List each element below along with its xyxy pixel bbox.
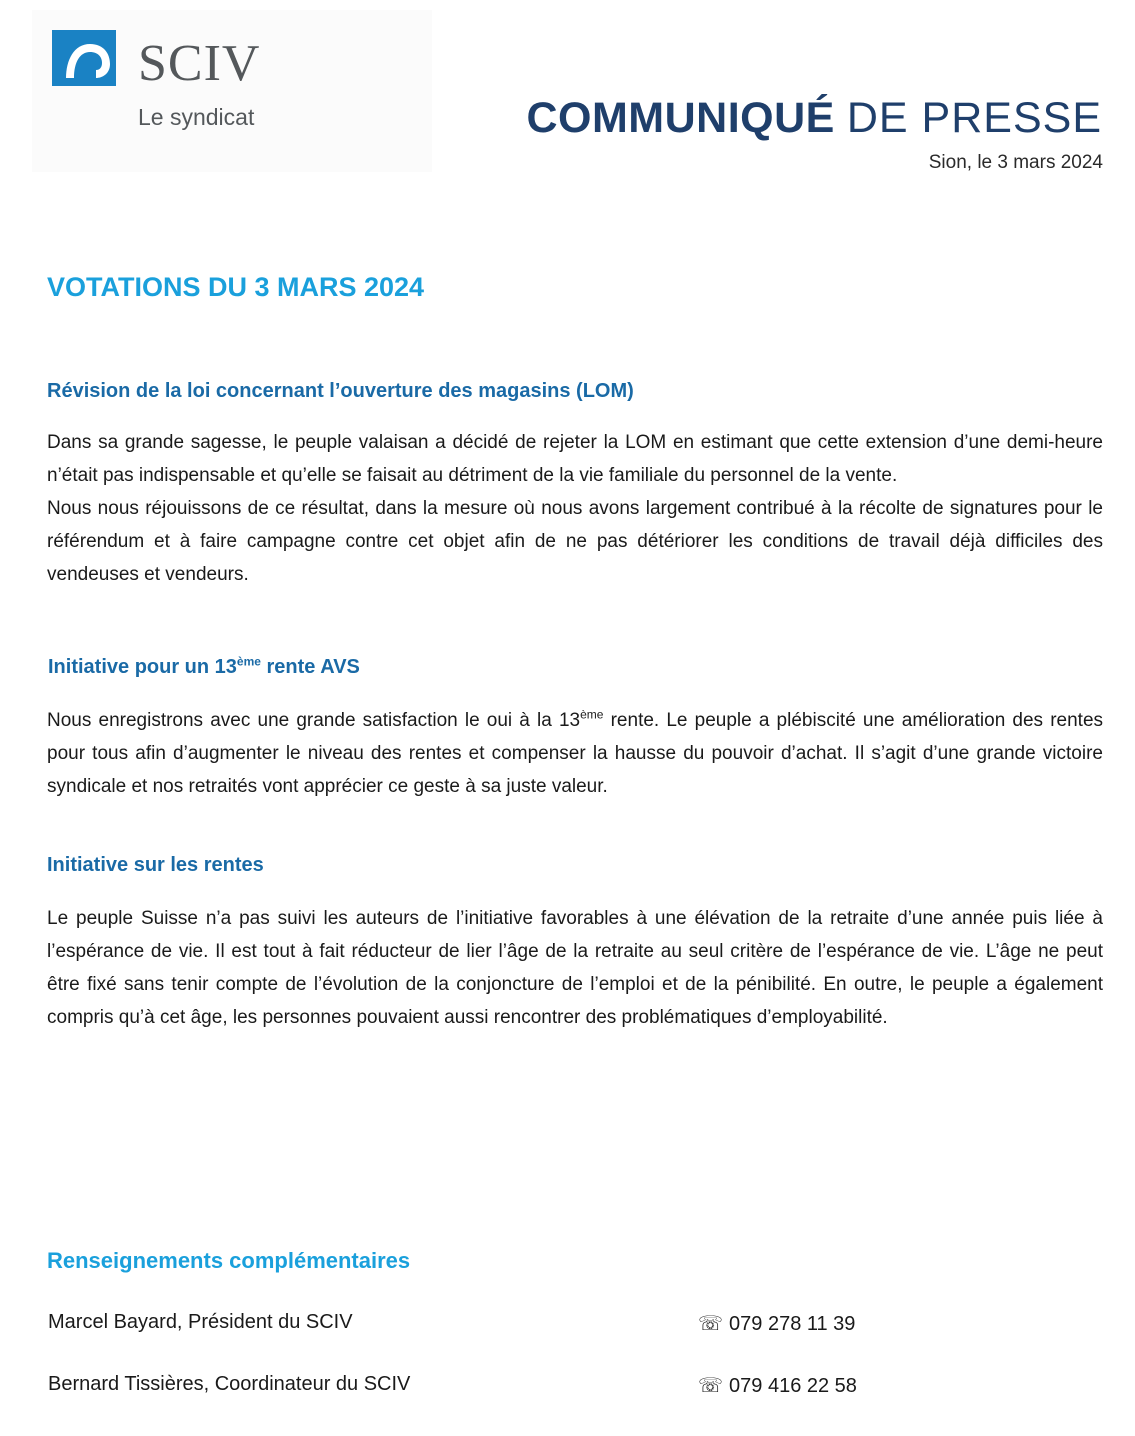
release-date: Sion, le 3 mars 2024: [928, 152, 1103, 173]
phone-icon: ☏: [698, 1375, 724, 1397]
section-body-avs: [47, 704, 1103, 803]
text-superscript: ème: [580, 707, 604, 722]
title-bold: COMMUNIQUÉ: [526, 94, 835, 142]
section-body-lom: [47, 426, 1103, 591]
phone-icon: ☏: [698, 1313, 724, 1335]
paragraph: Nous nous réjouissons de ce résultat, dans la mesure où nous avons largement contribué à la récolte de signatures pour le référendum et à faire campagne contre cet objet afin de ne pas détériorer les conditions de travail déjà difficiles des vendeuses et vendeurs.: [47, 498, 1103, 585]
contact-phone: [698, 1311, 855, 1336]
phone-number: 079 416 22 58: [729, 1375, 857, 1397]
section-heading-rentes: Initiative sur les rentes: [47, 854, 264, 876]
logo-tagline: Le syndicat: [138, 104, 255, 130]
paragraph: Le peuple Suisse n’a pas suivi les auteurs de l’initiative favorables à une élévation de la retraite d’une année puis liée à l’espérance de vie. Il est tout à fait réducteur de lier l’âge de la retraite au seul critère de l’espérance de vie. L’âge ne peut être fixé sans tenir compte de l’évolution de la conjoncture de l’emploi et de la pénibilité. En outre, le peuple a également compris qu’à cet âge, les personnes pouvaient aussi rencontrer des problématiques d’employabilité.: [47, 908, 1103, 1028]
contact-name: Bernard Tissières, Coordinateur du SCIV: [48, 1373, 411, 1395]
logo-name: SCIV: [138, 35, 261, 92]
heading-part: rente AVS: [260, 656, 360, 678]
paragraph: Dans sa grande sagesse, le peuple valaisan a décidé de rejeter la LOM en estimant que cette extension d’une demi-heure n’était pas indispensable et qu’elle se faisait au détriment de la vie familiale du personnel de la vente.: [47, 432, 1103, 486]
contact-name: Marcel Bayard, Président du SCIV: [48, 1311, 353, 1333]
heading-part: Initiative pour un 13: [48, 656, 237, 678]
heading-superscript: ème: [236, 654, 261, 669]
paragraph: [47, 704, 1103, 803]
contact-title: Renseignements complémentaires: [47, 1248, 411, 1273]
section-body-rentes: [47, 902, 1103, 1034]
text-part: Nous enregistrons avec une grande satisfaction le oui à la 13: [47, 710, 581, 731]
logo-area: [32, 10, 432, 172]
press-release-title: [526, 92, 1102, 144]
phone-number: 079 278 11 39: [729, 1313, 856, 1335]
section-heading-lom: Révision de la loi concernant l’ouverture des magasins (LOM): [47, 380, 634, 402]
text-part: rente. Le peuple a plébiscité une amélioration des rentes pour tous afin d’augmenter le niveau des rentes et compenser la hausse du pouvoir d’achat. Il s’agit d’une grande victoire syndicale et nos retraités vont apprécier ce geste à sa juste valeur.: [47, 710, 1104, 797]
main-title: VOTATIONS DU 3 MARS 2024: [47, 272, 425, 302]
section-heading-avs: [48, 656, 360, 679]
title-light: DE PRESSE: [846, 94, 1102, 142]
sciv-logo-icon: [52, 30, 116, 86]
contact-phone: [698, 1373, 857, 1398]
